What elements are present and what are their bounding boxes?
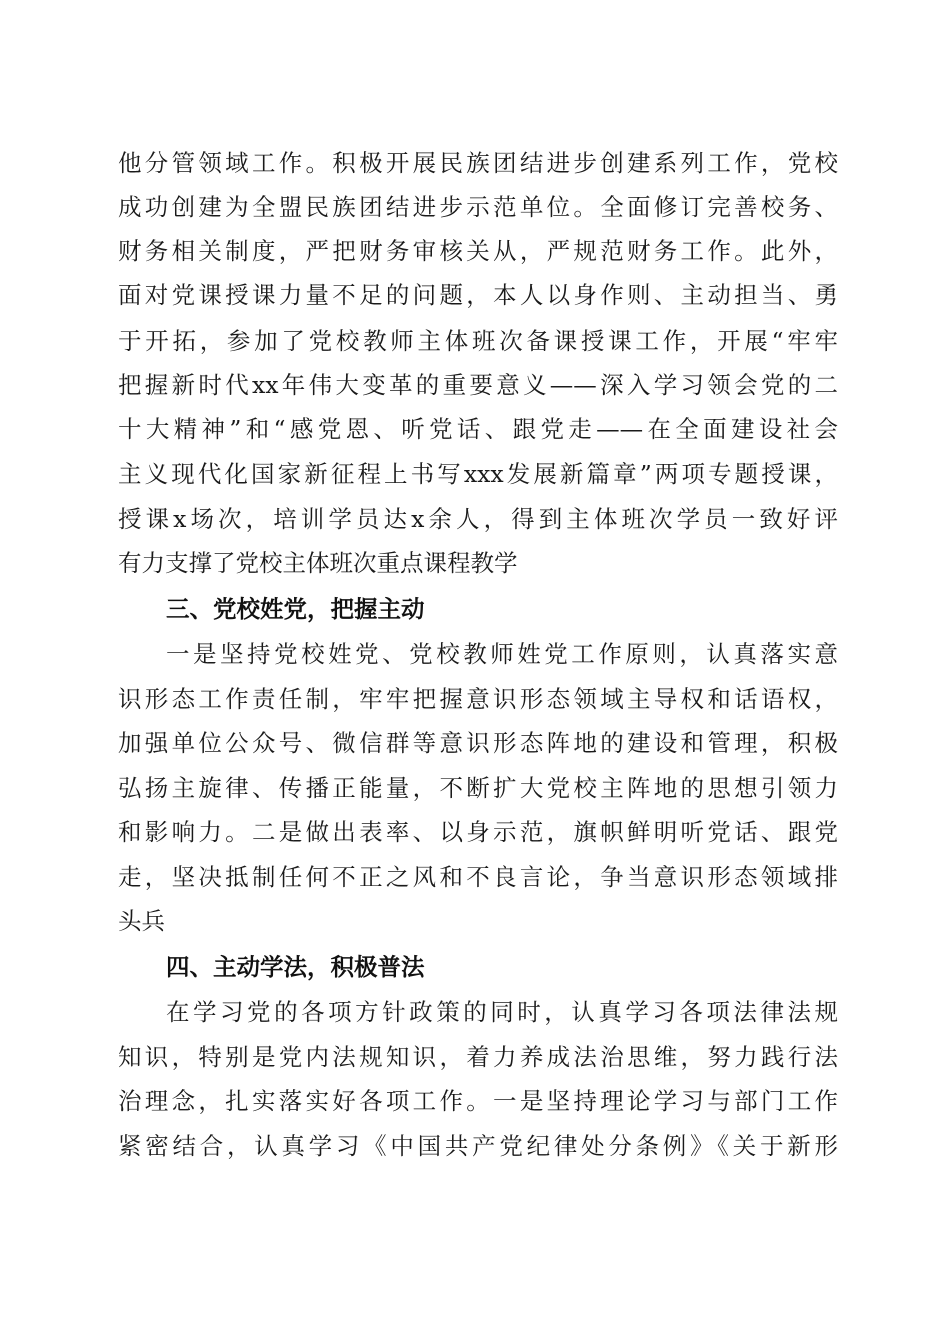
paragraph-line: 财务相关制度，严把财务审核关从，严规范财务工作。此外， <box>118 237 838 265</box>
paragraph-line: 面对党课授课力量不足的问题，本人以身作则、主动担当、勇 <box>118 281 838 309</box>
paragraph-line: 他分管领域工作。积极开展民族团结进步创建系列工作，党校 <box>118 149 838 177</box>
paragraph-line: 治理念，扎实落实好各项工作。一是坚持理论学习与部门工作 <box>118 1087 838 1115</box>
paragraph-line: 弘扬主旋律、传播正能量，不断扩大党校主阵地的思想引领力 <box>118 774 838 802</box>
paragraph-line: 在学习党的各项方针政策的同时，认真学习各项法律法规 <box>166 998 838 1026</box>
paragraph-line: 十大精神”和“感党恩、听党话、跟党走——在全面建设社会 <box>118 415 838 443</box>
paragraph-line: 有力支撑了党校主体班次重点课程教学 <box>118 549 518 577</box>
paragraph-line: 一是坚持党校姓党、党校教师姓党工作原则，认真落实意 <box>166 640 838 668</box>
paragraph-line: 于开拓，参加了党校教师主体班次备课授课工作，开展“牢牢 <box>118 327 838 355</box>
paragraph-line: 和影响力。二是做出表率、以身示范，旗帜鲜明听党话、跟党 <box>118 818 838 846</box>
paragraph-line: 主义现代化国家新征程上书写xxx发展新篇章”两项专题授课， <box>118 460 838 488</box>
paragraph-line: 知识，特别是党内法规知识，着力养成法治思维，努力践行法 <box>118 1043 838 1071</box>
paragraph-line: 授课x场次，培训学员达x余人，得到主体班次学员一致好评 <box>118 505 838 533</box>
paragraph-line: 紧密结合，认真学习《中国共产党纪律处分条例》《关于新形 <box>118 1132 838 1160</box>
paragraph-line: 头兵 <box>118 907 165 935</box>
section-heading: 四、主动学法，积极普法 <box>166 953 425 981</box>
paragraph-line: 识形态工作责任制，牢牢把握意识形态领域主导权和话语权， <box>118 685 838 713</box>
paragraph-line: 走，坚决抵制任何不正之风和不良言论，争当意识形态领域排 <box>118 863 838 891</box>
section-heading: 三、党校姓党，把握主动 <box>166 595 425 623</box>
paragraph-line: 加强单位公众号、微信群等意识形态阵地的建设和管理，积极 <box>118 729 838 757</box>
paragraph-line: 把握新时代xx年伟大变革的重要意义——深入学习领会党的二 <box>118 371 838 399</box>
paragraph-line: 成功创建为全盟民族团结进步示范单位。全面修订完善校务、 <box>118 193 838 221</box>
